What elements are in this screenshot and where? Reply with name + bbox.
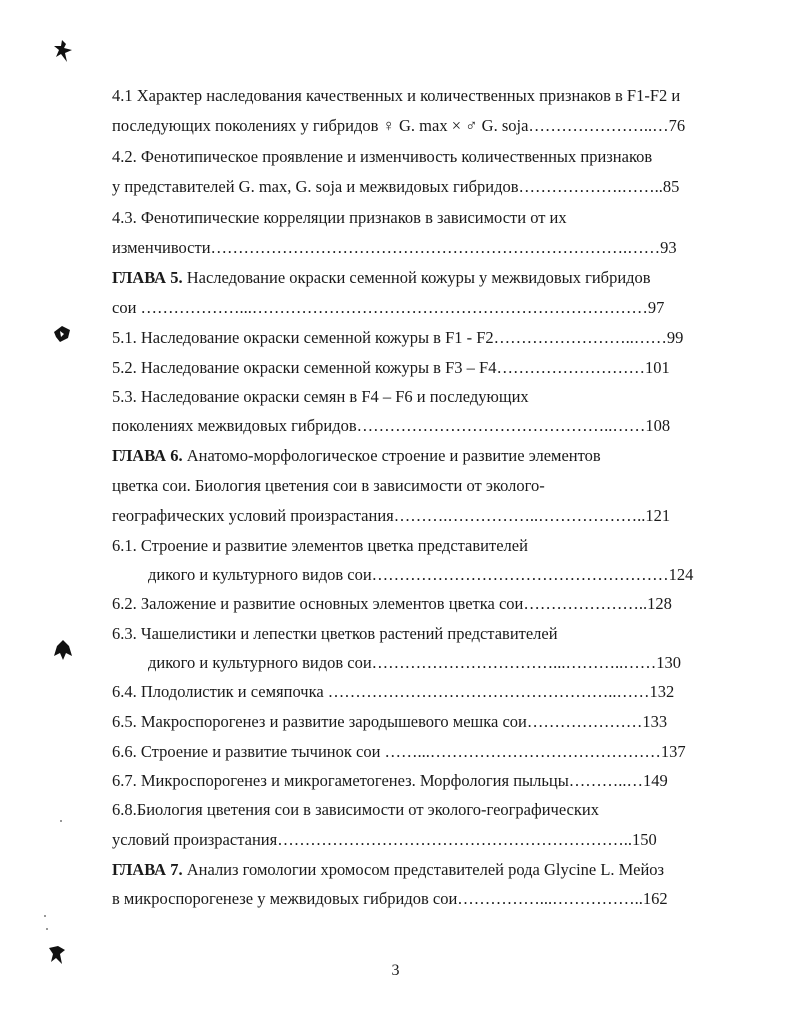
toc-entry-6-8-line-1: 6.8.Биология цветения сои в зависимости от эколого-географических [112,800,599,819]
toc-entry-4-1-line-2: последующих поколениях у гибридов ♀ G. max × ♂ G. soja…………………..…76 [112,116,686,135]
toc-entry-4-2-line-2: у представителей G. max, G. soja и межвидовых гибридов……………….……..85 [112,177,680,196]
chapter-7-title: Анализ гомологии хромосом представителей рода Glycine L. Мейоз [182,860,665,879]
page-number: 3 [391,962,400,979]
toc-entry-5-2: 5.2. Наследование окраски семенной кожуры в F3 – F4………………………101 [112,358,670,377]
toc-entry-6-7: 6.7. Микроспорогенез и микрогаметогенез. Морфология пыльцы………..…149 [112,771,668,790]
toc-entry-6-1-line-1: 6.1. Строение и развитие элементов цветка представителей [112,536,528,555]
binding-mark-icon [50,322,74,346]
chapter-5-title: Наследование окраски семенной кожуры у межвидовых гибридов [182,268,651,287]
toc-entry-4-1-line-1: 4.1 Характер наследования качественных и количественных признаков в F1-F2 и [112,86,681,105]
toc-entry-4-2-line-1: 4.2. Фенотипическое проявление и изменчивость количественных признаков [112,147,653,166]
toc-chapter-7-line-1 [112,859,704,881]
toc-entry-6-8-line-2: условий произрастания………………………………………………………..150 [112,830,657,849]
toc-chapter-6-line-1 [112,445,704,467]
toc-entry-5-3-line-1: 5.3. Наследование окраски семян в F4 – F6 и последующих [112,387,529,406]
toc-entry-6-3-line-1: 6.3. Чашелистики и лепестки цветков растений представителей [112,624,558,643]
toc-entry-6-6: 6.6. Строение и развитие тычинок сои ……...……………………………………137 [112,742,686,761]
chapter-6-title: Анатомо-морфологическое строение и развитие элементов [182,446,601,465]
toc-entry-6-3-line-2: дикого и культурного видов сои……………………………...………..……130 [148,653,682,672]
binding-mark-icon [52,38,76,64]
chapter-7-label: ГЛАВА 7. [112,860,183,879]
toc-entry-5-3-line-2: поколениях межвидовых гибридов………………………………………..……108 [112,416,671,435]
toc-chapter-7-line-2: в микроспорогенезе у межвидовых гибридов сои……………...……………..162 [112,889,668,908]
toc-entry-4-3-line-1: 4.3. Фенотипические корреляции признаков в зависимости от их [112,208,567,227]
toc-chapter-6-line-2: цветка сои. Биология цветения сои в зависимости от эколого- [112,476,545,495]
toc-entry-6-4: 6.4. Плодолистик и семяпочка ……………………………………………..……132 [112,682,675,701]
toc-entry-6-1-line-2: дикого и культурного видов сои………………………………………………124 [148,565,694,584]
chapter-5-label: ГЛАВА 5. [112,268,183,287]
toc-entry-4-3-line-2: изменчивости………………………………………………………………….……93 [112,238,677,257]
scan-speck [46,928,48,930]
scan-speck [44,915,46,917]
toc-chapter-5-line-2: сои ………………...………………………………………………………………97 [112,298,665,317]
chapter-6-label: ГЛАВА 6. [112,446,183,465]
toc-chapter-6-line-3: географических условий произрастания……….……………..………………..121 [112,506,671,525]
scan-speck [60,820,62,822]
toc-entry-6-2: 6.2. Заложение и развитие основных элементов цветка сои…………………..128 [112,594,672,613]
binding-mark-icon [52,638,74,662]
toc-entry-6-5: 6.5. Макроспорогенез и развитие зародышевого мешка сои…………………133 [112,712,668,731]
toc-chapter-5-line-1 [112,267,704,289]
toc-entry-5-1: 5.1. Наследование окраски семенной кожуры в F1 - F2……………………..……99 [112,328,684,347]
